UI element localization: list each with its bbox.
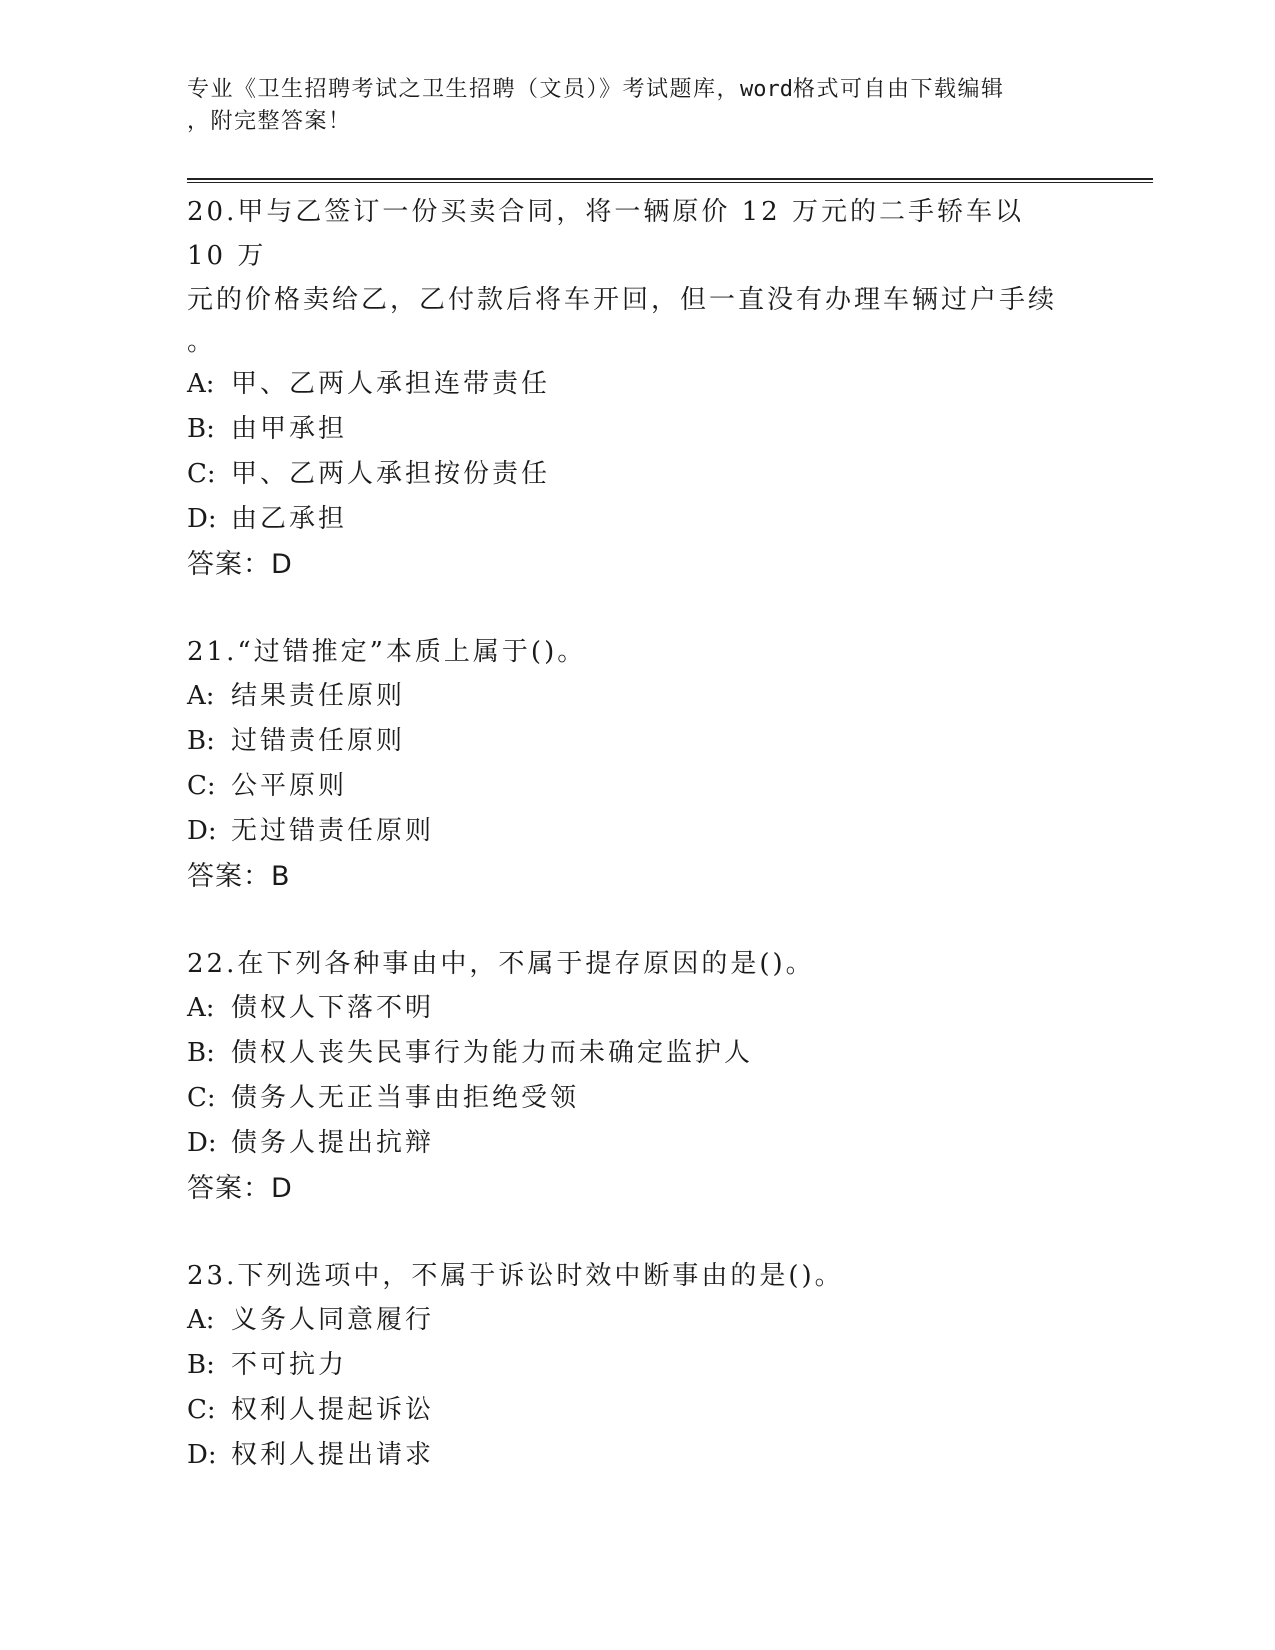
option-a (187, 1298, 1067, 1343)
option-key: A: (187, 993, 215, 1023)
option-key: C: (187, 459, 216, 489)
question-list (187, 190, 1067, 1478)
header-text-a: 专业《卫生招聘考试之卫生招聘（文员）》考试题库， (187, 77, 741, 102)
spacer (187, 588, 1067, 630)
question-20 (187, 190, 1067, 588)
question-stem: 22.在下列各种事由中，不属于提存原因的是()。 (187, 949, 815, 979)
option-text: 债权人丧失民事行为能力而未确定监护人 (231, 1038, 754, 1068)
option-c (187, 764, 1067, 809)
header-text-b: 格式可自由下载编辑 (793, 77, 1005, 102)
option-text: 债务人无正当事由拒绝受领 (231, 1083, 580, 1113)
option-b (187, 719, 1067, 764)
header-word: word (740, 77, 793, 102)
option-key: D: (187, 1440, 217, 1470)
question-22 (187, 942, 1067, 1212)
option-d (187, 497, 1067, 542)
option-a (187, 986, 1067, 1031)
option-d (187, 1433, 1067, 1478)
document-header (187, 74, 1067, 138)
option-text: 结果责任原则 (231, 681, 406, 711)
header-divider (187, 178, 1153, 183)
option-key: B: (187, 726, 215, 756)
question-stem: 21.“过错推定”本质上属于()。 (187, 637, 587, 667)
option-key: C: (187, 1083, 216, 1113)
option-b (187, 1343, 1067, 1388)
option-text: 债务人提出抗辩 (231, 1128, 435, 1158)
option-key: B: (187, 414, 215, 444)
question-stem: 元的价格卖给乙，乙付款后将车开回，但一直没有办理车辆过户手续 (187, 285, 1058, 315)
option-text: 债权人下落不明 (231, 993, 435, 1023)
option-b (187, 407, 1067, 452)
option-a (187, 674, 1067, 719)
question-21 (187, 630, 1067, 900)
option-key: C: (187, 1395, 216, 1425)
answer-line: 答案：D (187, 549, 293, 580)
option-text: 公平原则 (231, 771, 348, 801)
spacer (187, 1212, 1067, 1254)
option-key: A: (187, 681, 215, 711)
question-stem: 20.甲与乙签订一份买卖合同，将一辆原价 12 万元的二手轿车以 10 万 (187, 197, 1024, 271)
option-key: B: (187, 1038, 215, 1068)
question-23 (187, 1254, 1067, 1478)
spacer (187, 900, 1067, 942)
option-text: 甲、乙两人承担连带责任 (231, 369, 551, 399)
option-d (187, 1121, 1067, 1166)
question-stem: 23.下列选项中，不属于诉讼时效中断事由的是()。 (187, 1261, 844, 1291)
option-key: A: (187, 369, 215, 399)
answer-line: 答案：D (187, 1173, 293, 1204)
option-b (187, 1031, 1067, 1076)
option-key: D: (187, 504, 217, 534)
option-key: B: (187, 1350, 215, 1380)
option-c (187, 1076, 1067, 1121)
option-c (187, 1388, 1067, 1433)
option-key: D: (187, 1128, 217, 1158)
option-text: 过错责任原则 (231, 726, 406, 756)
option-key: D: (187, 816, 217, 846)
option-c (187, 452, 1067, 497)
option-text: 由甲承担 (231, 414, 348, 444)
option-text: 甲、乙两人承担按份责任 (231, 459, 551, 489)
option-text: 无过错责任原则 (231, 816, 435, 846)
option-d (187, 809, 1067, 854)
option-text: 权利人提出请求 (231, 1440, 435, 1470)
option-a (187, 362, 1067, 407)
option-key: C: (187, 771, 216, 801)
option-text: 义务人同意履行 (231, 1305, 435, 1335)
header-line-2: ，附完整答案！ (187, 109, 352, 134)
option-key: A: (187, 1305, 215, 1335)
header-line-1 (187, 74, 1067, 106)
option-text: 不可抗力 (231, 1350, 348, 1380)
option-text: 权利人提起诉讼 (231, 1395, 435, 1425)
answer-line: 答案：B (187, 861, 291, 892)
question-stem: 。 (187, 327, 214, 357)
option-text: 由乙承担 (231, 504, 348, 534)
